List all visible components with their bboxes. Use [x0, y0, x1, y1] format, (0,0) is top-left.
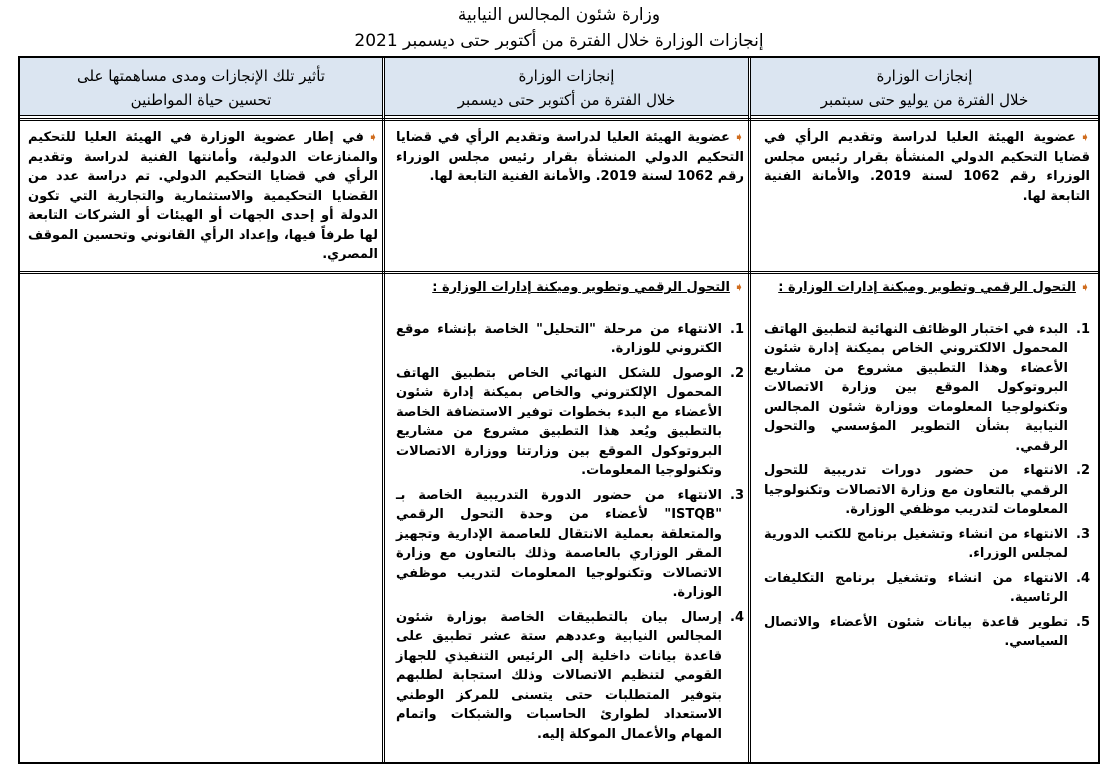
item-text: الانتهاء من انشاء وتشغيل برنامج التكليفات الرئاسية. — [764, 570, 1068, 605]
item-text: الانتهاء من حضور الدورة التدريبية الخاصة بـ "ISTQB" لأعضاء من وحدة التحول الرقمي والمتعلقة بعملية الانتقال للعاصمة الإدارية وتجهيز المقر الوزاري بالعاصمة وذلك بالتعاون مع وزارة الاتصالات وتكنولوجيا المعلومات لتدريب موظفي الوزارة. — [396, 487, 722, 600]
item-number: 3. — [1076, 526, 1090, 542]
row1-right-cell — [764, 128, 1090, 206]
item-number: 4. — [730, 609, 744, 625]
list-item — [396, 364, 744, 481]
header-left-column — [20, 58, 382, 116]
bullet-arrow-icon: ➧ — [1079, 130, 1090, 144]
column-divider — [748, 58, 751, 762]
item-text: الانتهاء من حضور دورات تدريبية للتحول الرقمي بالتعاون مع وزارة الاتصالات وتكنولوجيا المعلومات لتدريب موظفي الوزارة. — [764, 463, 1068, 517]
ministry-title: وزارة شئون المجالس النيابية — [457, 5, 661, 25]
item-number: 3. — [730, 487, 744, 503]
list-item — [764, 461, 1090, 520]
row2-right-cell — [764, 278, 1090, 657]
bullet-arrow-icon: ➧ — [733, 280, 744, 294]
list-item — [396, 608, 744, 745]
item-text: الوصول للشكل النهائي الخاص بتطبيق الهاتف المحمول الإلكتروني والخاص بميكنة إدارة شئون الأعضاء مع البدء بخطوات توفير الاستضافة الخاصة بالتطبيق ويُعد هذا التطبيق مشروع من مشاريع البروتوكول الموقع بين وزارتنا ووزارة الاتصالات وتكنولوجيا المعلومات. — [396, 365, 722, 478]
header-right-column — [751, 58, 1098, 116]
list-item — [764, 525, 1090, 564]
row1-left-cell — [28, 128, 378, 265]
header-middle-column — [385, 58, 748, 116]
header-right-line1: إنجازات الوزارة — [876, 67, 973, 85]
list-item — [764, 613, 1090, 652]
list-item — [764, 569, 1090, 608]
item-text: إرسال بيان بالتطبيقات الخاصة بوزارة شئون المجالس النيابية وعددهم ستة عشر تطبيق على قاعدة بيانات داخلية إلى الرئيس التنفيذي للجهاز القومي لتنظيم الاتصالات وذلك استجابة لطلبهم بتوفير المتطلبات حتى يتسنى للمركز الوطني الاستعداد لطوارئ الحاسبات والشبكات واتمام المهام والأعمال الموكلة إليه. — [396, 609, 722, 742]
column-divider — [382, 58, 385, 762]
bullet-arrow-icon: ➧ — [367, 130, 378, 144]
header-middle-line1: إنجازات الوزارة — [518, 67, 615, 85]
item-number: 5. — [1076, 614, 1090, 630]
header-left-line1: تأثير تلك الإنجازات ومدى مساهمتها على — [77, 67, 325, 85]
header-right-line2: خلال الفترة من يوليو حتى سبتمبر — [820, 91, 1029, 109]
right-achievements-list — [764, 320, 1090, 652]
list-item — [396, 320, 744, 359]
report-title: إنجازات الوزارة خلال الفترة من أكتوبر حتى ديسمبر 2021 — [354, 31, 764, 51]
list-item — [764, 320, 1090, 457]
item-number: 1. — [730, 321, 744, 337]
item-number: 1. — [1076, 321, 1090, 337]
item-text: الانتهاء من مرحلة "التحليل" الخاصة بإنشاء موقع الكتروني للوزارة. — [396, 321, 722, 356]
row1-left-text: في إطار عضوية الوزارة في الهيئة العليا للتحكيم والمنازعات الدولية، وأمانتها الفنية لدراسة وتقديم الرأي في قضايا التحكيم الدولي. تم دراسة عدد من القضايا التحكيمية والاستثمارية والتجارية التي تكون الدولة أو إحدى الجهات أو الهيئات أو الشركات التابعة لها طرفاً فيها، وإعداد الرأي القانوني وتحسين الموقف المصري. — [28, 130, 378, 262]
middle-achievements-list — [396, 320, 744, 745]
bullet-arrow-icon: ➧ — [733, 130, 744, 144]
bullet-arrow-icon: ➧ — [1079, 280, 1090, 294]
row1-middle-cell — [396, 128, 744, 187]
row1-right-text: عضوية الهيئة العليا لدراسة وتقديم الرأي في قضايا التحكيم الدولي المنشأة بقرار رئيس مجلس الوزراء رقم 1062 لسنة 2019. والأمانة الفنية التابعة لها. — [764, 130, 1090, 204]
item-number: 2. — [730, 365, 744, 381]
item-number: 4. — [1076, 570, 1090, 586]
item-number: 2. — [1076, 463, 1090, 478]
row2-middle-section-title: التحول الرقمي وتطوير وميكنة إدارات الوزارة : — [432, 280, 730, 295]
row-divider — [20, 271, 1098, 274]
item-text: تطوير قاعدة بيانات شئون الأعضاء والاتصال السياسي. — [764, 614, 1068, 649]
header-divider — [20, 118, 1098, 121]
header-middle-line2: خلال الفترة من أكتوبر حتى ديسمبر — [457, 91, 676, 109]
item-text: البدء في اختبار الوظائف النهائية لتطبيق الهاتف المحمول الالكتروني الخاص بميكنة إدارة شئون الأعضاء وهذا التطبيق مشروع من مشاريع البروتوكول الموقع بين وزارة الاتصالات وتكنولوجيا المعلومات ووزارة شئون المجالس النيابية بشأن التطوير المؤسسي والتحول الرقمي. — [764, 321, 1068, 454]
row2-middle-cell — [396, 278, 744, 749]
header-left-line2: تحسين حياة المواطنين — [130, 91, 272, 109]
item-text: الانتهاء من انشاء وتشغيل برنامج للكتب الدورية لمجلس الوزراء. — [764, 526, 1068, 561]
row2-right-section-title: التحول الرقمي وتطوير وميكنة إدارات الوزارة : — [778, 280, 1076, 295]
row1-middle-text: عضوية الهيئة العليا لدراسة وتقديم الرأي في قضايا التحكيم الدولي المنشأة بقرار رئيس مجلس الوزراء رقم 1062 لسنة 2019. والأمانة الفنية التابعة لها. — [396, 130, 744, 184]
list-item — [396, 486, 744, 603]
